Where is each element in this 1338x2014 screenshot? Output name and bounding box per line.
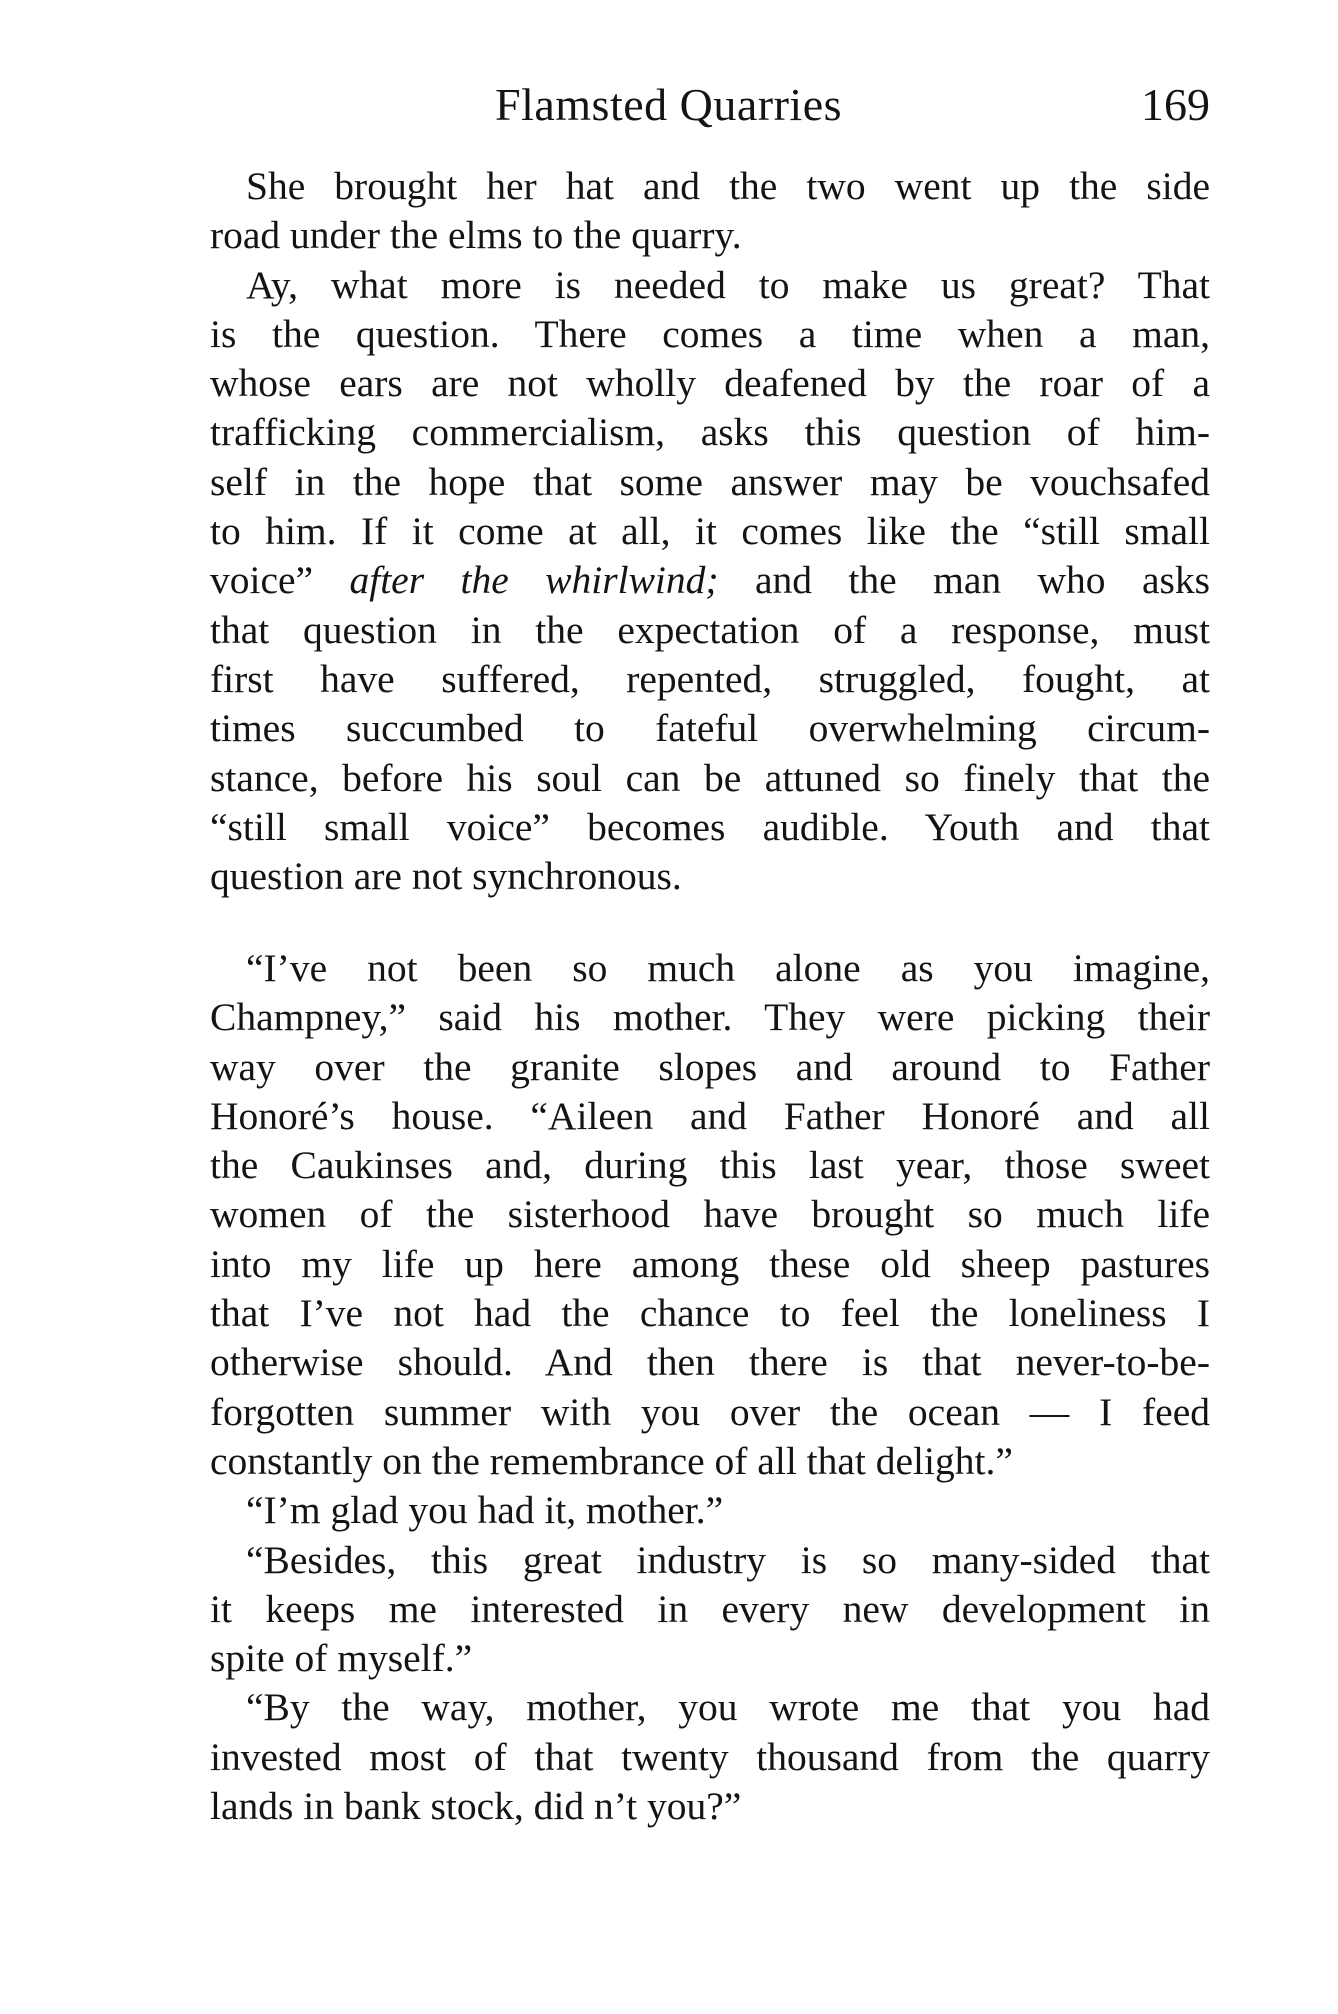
page-header xyxy=(210,78,1210,148)
italic-phrase: after the whirlwind; xyxy=(349,558,719,603)
text-line-with-italic xyxy=(210,556,1210,605)
text-line: times succumbed to fateful overwhelming circum- xyxy=(210,706,1210,751)
text-line: it keeps me interested in every new development in xyxy=(210,1586,1210,1631)
text-line: “still small voice” becomes audible. Youth and that xyxy=(210,804,1210,849)
text-line: the Caukinses and, during this last year, those sweet xyxy=(210,1143,1210,1188)
text-line: “I’ve not been so much alone as you imagine, xyxy=(246,946,1210,990)
text-line: “Besides, this great industry is so many-sided that xyxy=(246,1537,1210,1582)
text-line: forgotten summer with you over the ocean — I feed xyxy=(210,1389,1210,1434)
text-line: that I’ve not had the chance to feel the loneliness I xyxy=(210,1291,1210,1336)
text-line: that question in the expectation of a response, must xyxy=(210,607,1210,652)
text-line: constantly on the remembrance of all that delight.” xyxy=(210,1438,1013,1483)
text-line: lands in bank stock, did n’t you?” xyxy=(210,1784,742,1829)
text-line: “By the way, mother, you wrote me that you had xyxy=(246,1685,1210,1730)
text-line: trafficking commercialism, asks this question of him- xyxy=(210,410,1210,455)
text-line: “I’m glad you had it, mother.” xyxy=(246,1488,724,1533)
text-line: Honoré’s house. “Aileen and Father Honoré and all xyxy=(210,1093,1210,1138)
text-line: women of the sisterhood have brought so much life xyxy=(210,1192,1210,1237)
text-line: whose ears are not wholly deafened by the roar of a xyxy=(210,361,1210,406)
text-line: stance, before his soul can be attuned so finely that the xyxy=(210,755,1210,800)
text-line: invested most of that twenty thousand from the quarry xyxy=(210,1734,1210,1779)
text-line: self in the hope that some answer may be vouchsafed xyxy=(210,459,1210,504)
running-title: Flamsted Quarries xyxy=(495,79,843,130)
text-line: She brought her hat and the two went up the side xyxy=(246,164,1210,208)
page-number: 169 xyxy=(1141,79,1210,130)
line-segment: voice” xyxy=(210,558,350,603)
text-line: is the question. There comes a time when a man, xyxy=(210,311,1210,356)
text-line: road under the elms to the quarry. xyxy=(210,213,742,258)
line-segment: and the man who asks xyxy=(718,558,1210,603)
text-line: way over the granite slopes and around to Father xyxy=(210,1044,1210,1089)
text-line: spite of myself.” xyxy=(210,1636,473,1681)
text-line: Ay, what more is needed to make us great? That xyxy=(246,262,1210,307)
text-line: question are not synchronous. xyxy=(210,854,682,899)
text-line: otherwise should. And then there is that never-to-be- xyxy=(210,1340,1210,1385)
text-line: first have suffered, repented, struggled, fought, at xyxy=(210,656,1210,701)
dialogue-section xyxy=(210,944,1210,1831)
text-line: to him. If it come at all, it comes like the “still small xyxy=(210,509,1210,554)
text-line: into my life up here among these old sheep pastures xyxy=(210,1241,1210,1286)
text-line: Champney,” said his mother. They were picking their xyxy=(210,995,1210,1040)
narrative-section xyxy=(210,162,1210,901)
